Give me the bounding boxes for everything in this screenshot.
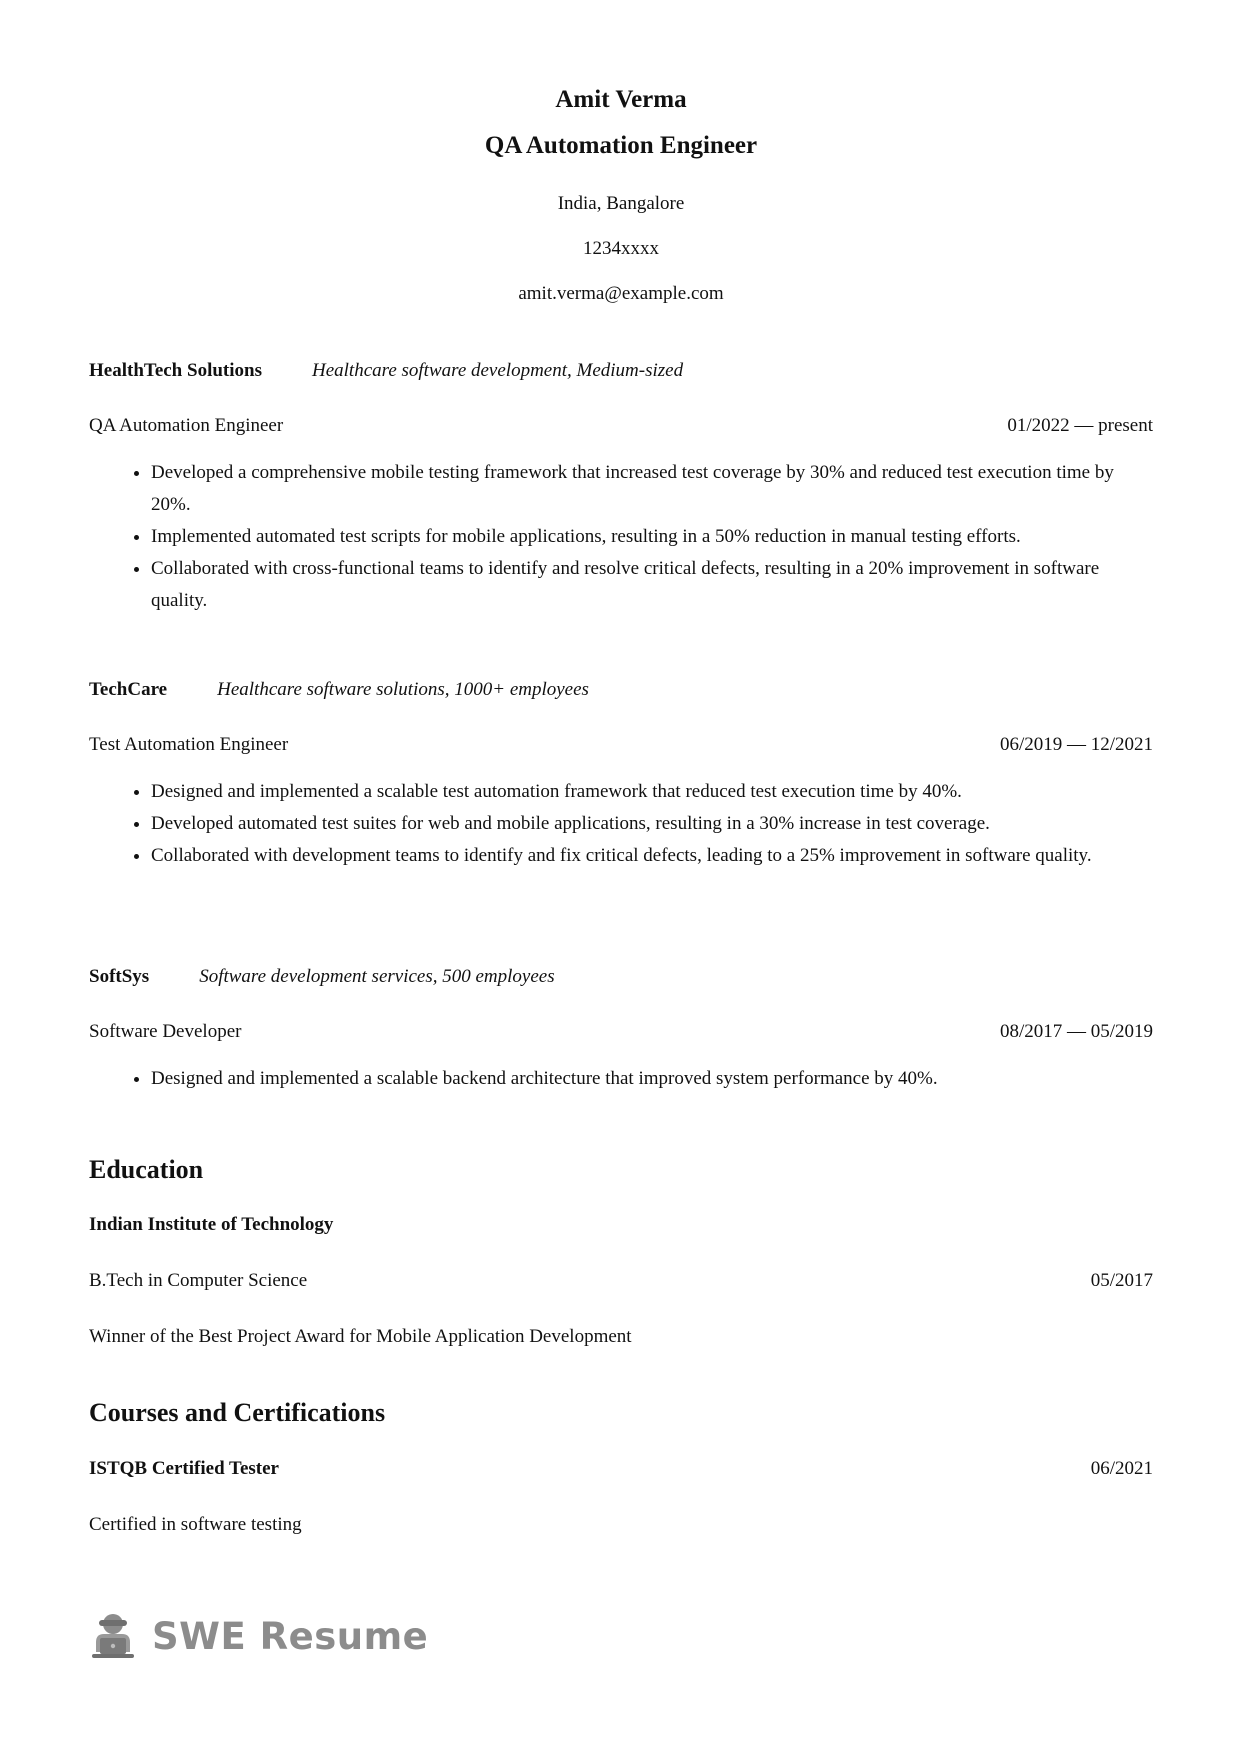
list-item: • Designed and implemented a scalable backend architecture that improved system performance by 40%.	[151, 1063, 1153, 1095]
candidate-title: QA Automation Engineer	[484, 132, 758, 159]
role-dates: 08/2017 — 05/2019	[999, 1021, 1153, 1042]
role-title: QA Automation Engineer	[89, 415, 284, 436]
institution-name: Indian Institute of Technology	[89, 1214, 334, 1235]
courses-heading: Courses and Certifications	[89, 1398, 386, 1427]
company-name: HealthTech Solutions	[89, 360, 262, 381]
course-name: ISTQB Certified Tester	[89, 1458, 279, 1479]
location: India, Bangalore	[557, 193, 685, 214]
degree: B.Tech in Computer Science	[89, 1270, 308, 1291]
list-item: • Developed a comprehensive mobile testing framework that increased test coverage by 30% and reduced test execution time by 20%.	[151, 457, 1153, 521]
logo-text: SWE Resume	[152, 1614, 429, 1658]
education-heading: Education	[89, 1155, 204, 1184]
phone: 1234xxxx	[583, 238, 659, 259]
course-line	[89, 1458, 1153, 1480]
list-item: • Implemented automated test scripts for mobile applications, resulting in a 50% reduction in manual testing efforts.	[151, 521, 1153, 553]
role-dates: 06/2019 — 12/2021	[999, 734, 1153, 755]
role-title: Test Automation Engineer	[89, 734, 289, 755]
course-date: 06/2021	[1090, 1458, 1153, 1479]
education-note: Winner of the Best Project Award for Mobile Application Development	[89, 1326, 632, 1347]
bullet-list	[89, 1063, 1153, 1095]
email: amit.verma@example.com	[518, 283, 724, 304]
list-item: • Designed and implemented a scalable test automation framework that reduced test execution time by 40%.	[151, 776, 1153, 808]
degree-line	[89, 1270, 1153, 1292]
degree-date: 05/2017	[1090, 1270, 1153, 1291]
role-title: Software Developer	[89, 1021, 242, 1042]
experience-entry	[89, 679, 1153, 872]
list-item: • Collaborated with cross-functional teams to identify and resolve critical defects, resulting in a 20% improvement in software quality.	[151, 553, 1153, 617]
company-name: TechCare	[89, 679, 168, 700]
company-description: Healthcare software solutions, 1000+ employees	[217, 679, 589, 700]
company-name: SoftSys	[89, 966, 150, 987]
list-item: • Developed automated test suites for web and mobile applications, resulting in a 30% increase in test coverage.	[151, 808, 1153, 840]
company-description: Healthcare software development, Medium-sized	[311, 360, 684, 381]
company-description: Software development services, 500 employees	[199, 966, 555, 987]
experience-entry	[89, 966, 1153, 1095]
role-dates: 01/2022 — present	[1007, 415, 1153, 436]
laptop-person-icon	[90, 1612, 136, 1660]
candidate-name: Amit Verma	[555, 86, 687, 113]
course-note: Certified in software testing	[89, 1514, 302, 1535]
experience-entry	[89, 360, 1153, 617]
list-item: • Collaborated with development teams to identify and fix critical defects, leading to a 25% improvement in software quality.	[151, 840, 1153, 872]
swe-resume-logo	[90, 1612, 428, 1660]
bullet-list	[89, 457, 1153, 617]
bullet-list	[89, 776, 1153, 872]
